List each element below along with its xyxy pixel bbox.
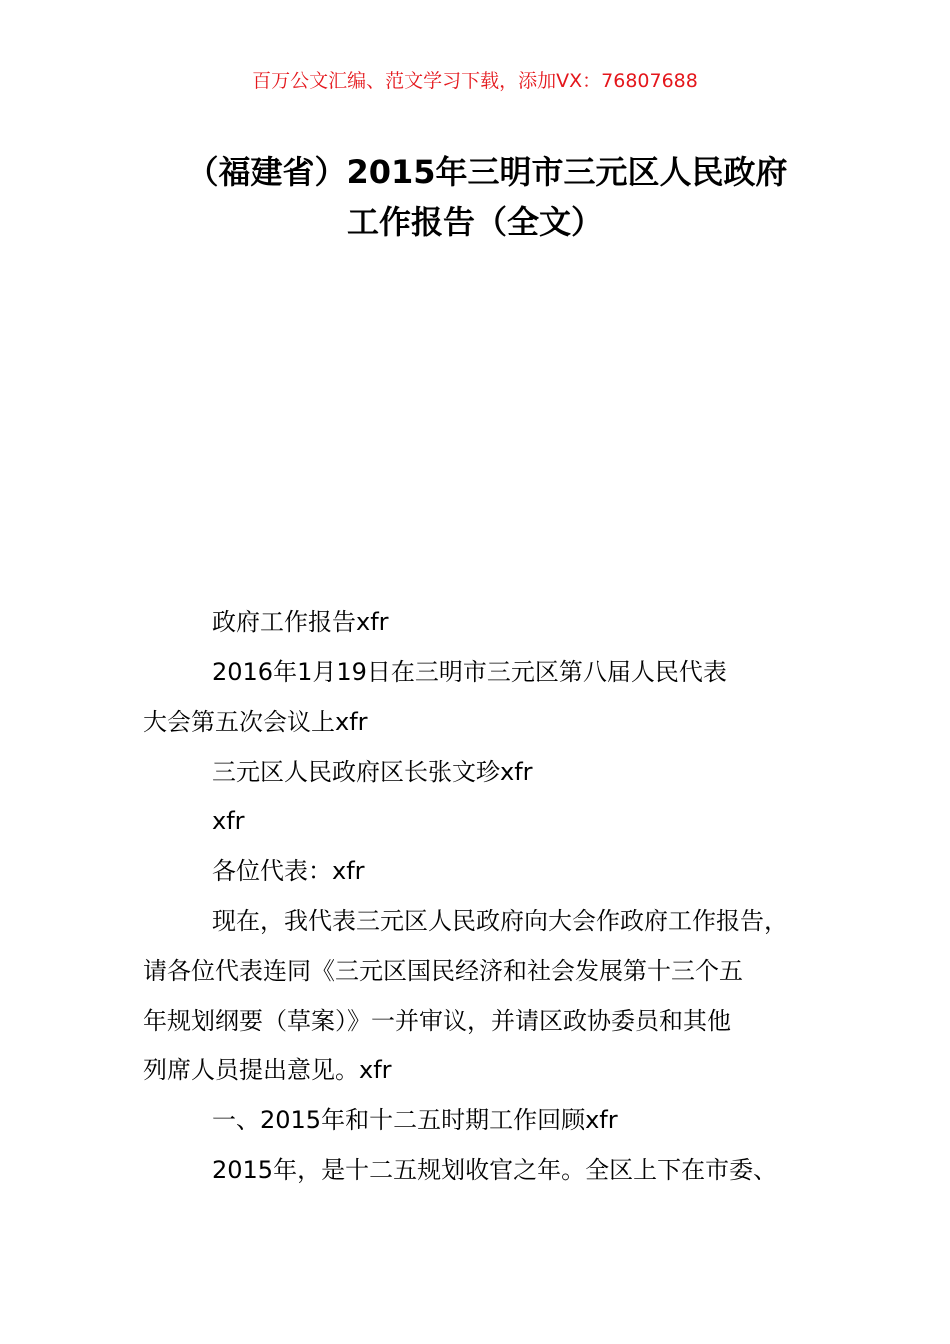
body-line-6: 各位代表：xfr <box>212 857 365 885</box>
document-title-line-2: 工作报告（全文） <box>346 203 603 241</box>
body-line-11: 一、2015年和十二五时期工作回顾xfr <box>212 1106 618 1134</box>
body-line-9: 年规划纲要（草案）》一并审议，并请区政协委员和其他 <box>143 1007 731 1035</box>
body-line-1: 政府工作报告xfr <box>212 608 389 636</box>
body-line-8: 请各位代表连同《三元区国民经济和社会发展第十三个五 <box>143 957 743 985</box>
body-line-2: 2016年1月19日在三明市三元区第八届人民代表 <box>212 658 727 686</box>
body-line-4: 三元区人民政府区长张文珍xfr <box>212 758 533 786</box>
body-line-3: 大会第五次会议上xfr <box>143 708 368 736</box>
body-line-5: xfr <box>212 807 245 835</box>
header-note: 百万公文汇编、范文学习下载，添加VX：76807688 <box>252 70 698 92</box>
document-title-line-1: （福建省）2015年三明市三元区人民政府 <box>186 153 788 191</box>
body-line-12: 2015年，是十二五规划收官之年。全区上下在市委、 <box>212 1156 778 1184</box>
body-line-10: 列席人员提出意见。xfr <box>143 1056 392 1084</box>
body-line-7: 现在，我代表三元区人民政府向大会作政府工作报告， <box>212 907 788 935</box>
